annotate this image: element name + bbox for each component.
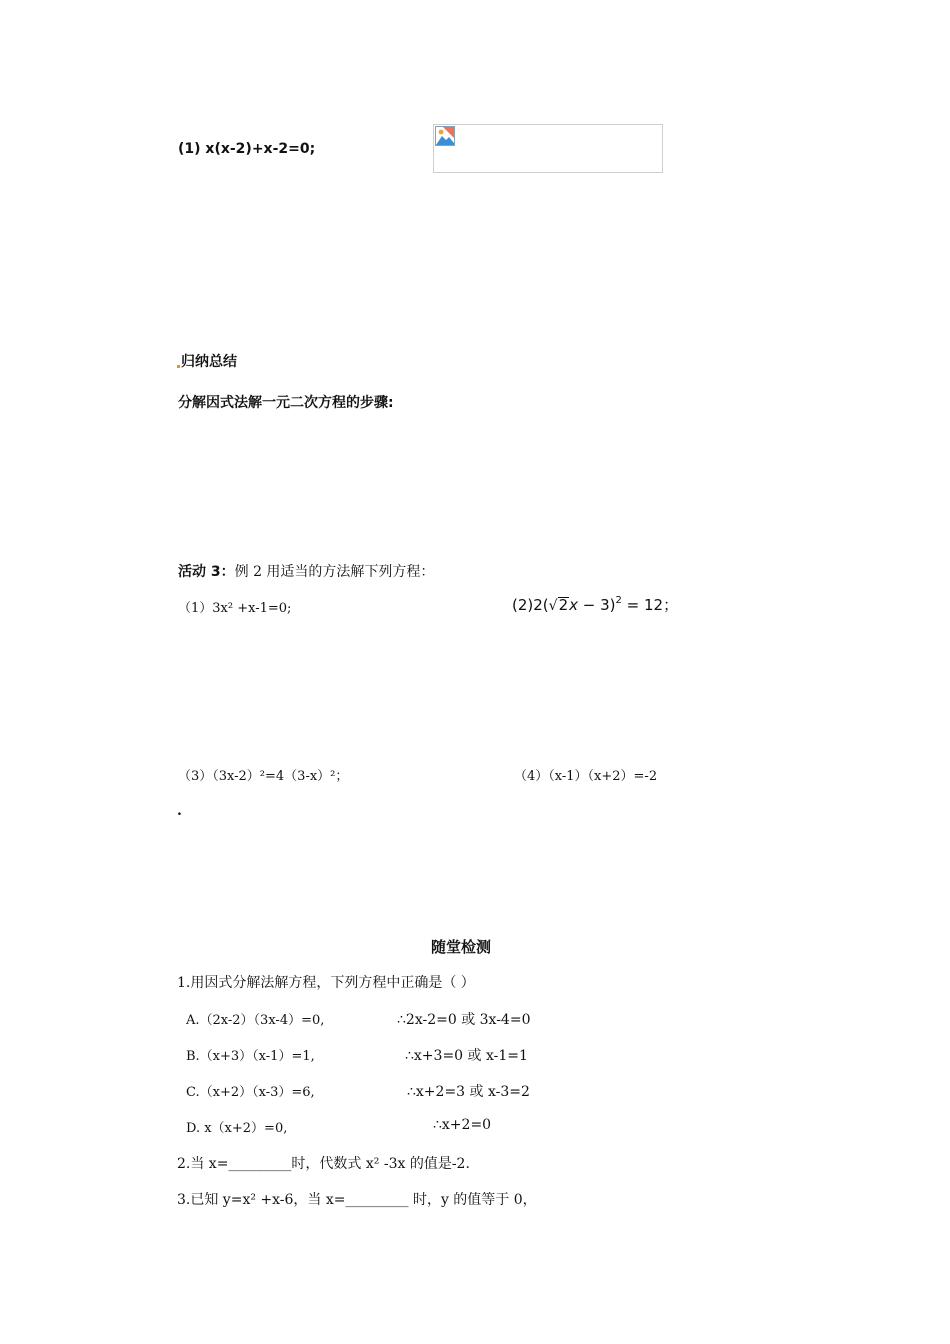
option-b-right: ∴x+3=0 或 x-1=1 — [405, 1048, 528, 1064]
option-a-left: A.（2x-2）（3x-4）=0, — [186, 1013, 325, 1028]
option-c-right: ∴x+2=3 或 x-3=2 — [407, 1084, 530, 1100]
broken-image-icon — [435, 126, 455, 146]
option-c-left: C.（x+2）（x-3）=6, — [186, 1085, 315, 1100]
image-placeholder — [433, 124, 663, 173]
equation-1: （1）3x² +x-1=0; — [178, 601, 292, 616]
activity-3: 活动 3：例 2 用适当的方法解下列方程： — [178, 564, 435, 580]
option-d-left: D. x（x+2）=0, — [186, 1121, 288, 1136]
option-b-left: B.（x+3）（x-1）=1, — [186, 1049, 315, 1064]
quiz-q1: 1.用因式分解法解方程，下列方程中正确是（ ） — [177, 975, 475, 991]
marker-dot — [177, 365, 180, 368]
problem-1: (1) x(x-2)+x-2=0; — [178, 141, 316, 157]
quiz-title: 随堂检测 — [431, 938, 492, 956]
quiz-q2: 2.当 x=_________时，代数式 x² -3x 的值是-2. — [177, 1156, 470, 1172]
option-d-right: ∴x+2=0 — [433, 1117, 492, 1133]
quiz-q3: 3.已知 y=x² +x-6，当 x=_________ 时，y 的值等于 0， — [177, 1192, 537, 1208]
option-a-right: ∴2x-2=0 或 3x-4=0 — [397, 1012, 531, 1028]
summary-prompt: 分解因式法解一元二次方程的步骤: — [178, 395, 394, 411]
stray-dot: . — [177, 803, 182, 819]
equation-2: $(2)2(√2x - 3)^2 = 12$； — [512, 595, 679, 614]
equation-4: （4）（x-1）（x+2）=-2 — [514, 769, 658, 784]
equation-3: （3）（3x-2）²=4（3-x）²； — [178, 769, 349, 784]
summary-heading: 归纳总结 — [176, 351, 237, 371]
